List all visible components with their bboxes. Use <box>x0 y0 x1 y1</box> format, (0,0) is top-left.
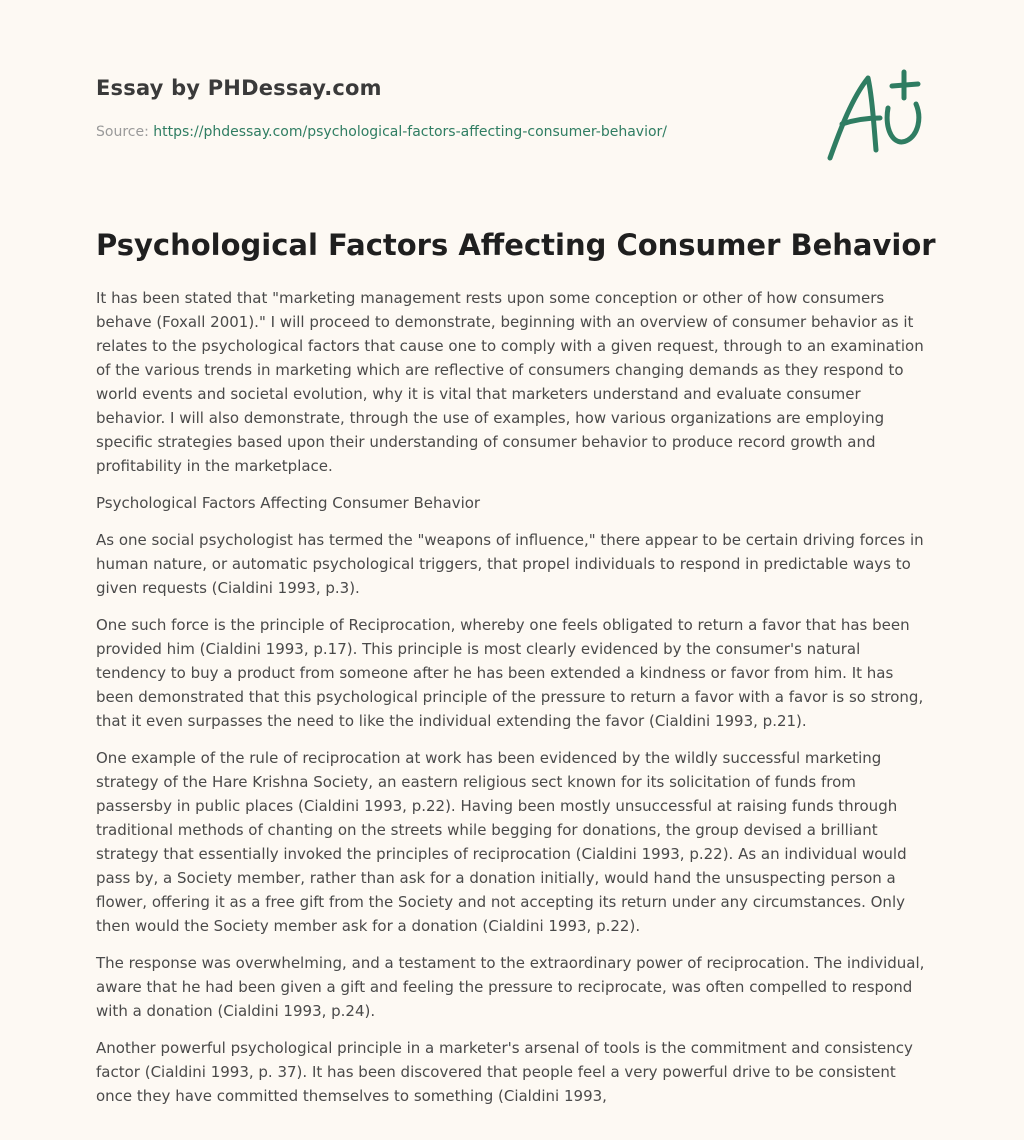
source-link[interactable]: https://phdessay.com/psychological-factors-affecting-consumer-behavior/ <box>153 124 667 140</box>
paragraph: One example of the rule of reciprocation at work has been evidenced by the wildly successful marketing strategy of the Hare Krishna Society, an eastern religious sect known for its solicitation of funds from passersby in public places (Cialdini 1993, p.22). Having been mostly unsuccessful at raising funds through traditional methods of chanting on the streets while begging for donations, the group devised a brilliant strategy that essentially invoked the principles of reciprocation (Cialdini 1993, p.22). As an individual would pass by, a Society member, rather than ask for a donation initially, would hand the unsuspecting person a flower, offering it as a free gift from the Society and not accepting its return under any circumstances. Only then would the Society member ask for a donation (Cialdini 1993, p.22). <box>96 749 907 935</box>
paragraph: Another powerful psychological principle in a marketer's arsenal of tools is the commitment and consistency factor (Cialdini 1993, p. 37). It has been discovered that people feel a very powerful drive to be consistent once they have committed themselves to something (Cialdini 1993, <box>96 1039 913 1105</box>
essay-body <box>96 286 930 1121</box>
paragraph: The response was overwhelming, and a testament to the extraordinary power of reciprocation. The individual, aware that he had been given a gift and feeling the pressure to reciprocate, was often compelled to respond with a donation (Cialdini 1993, p.24). <box>96 954 925 1020</box>
a-plus-grade-icon <box>824 68 928 164</box>
site-brand: Essay by PHDessay.com <box>96 76 382 100</box>
paragraph: As one social psychologist has termed the "weapons of influence," there appear to be certain driving forces in human nature, or automatic psychological triggers, that propel individuals to respond in predictable ways to given requests (Cialdini 1993, p.3). <box>96 531 924 597</box>
source-label: Source: <box>96 124 154 140</box>
paragraph: One such force is the principle of Reciprocation, whereby one feels obligated to return a favor that has been provided him (Cialdini 1993, p.17). This principle is most clearly evidenced by the consumer's natural tendency to buy a product from someone after he has been extended a kindness or favor from him. It has been demonstrated that this psychological principle of the pressure to return a favor with a favor is so strong, that it even surpasses the need to like the individual extending the favor (Cialdini 1993, p.21). <box>96 616 924 730</box>
paragraph: It has been stated that "marketing management rests upon some conception or other of how consumers behave (Foxall 2001)." I will proceed to demonstrate, beginning with an overview of consumer behavior as it relates to the psychological factors that cause one to comply with a given request, through to an examination of the various trends in marketing which are reflective of consumers changing demands as they respond to world events and societal evolution, why it is vital that marketers understand and evaluate consumer behavior. I will also demonstrate, through the use of examples, how various organizations are employing specific strategies based upon their understanding of consumer behavior to produce record growth and profitability in the marketplace. <box>96 289 924 475</box>
essay-header <box>96 76 930 186</box>
paragraph: Psychological Factors Affecting Consumer Behavior <box>96 494 481 512</box>
essay-title: Psychological Factors Affecting Consumer Behavior <box>96 228 936 262</box>
source-line <box>96 124 667 140</box>
